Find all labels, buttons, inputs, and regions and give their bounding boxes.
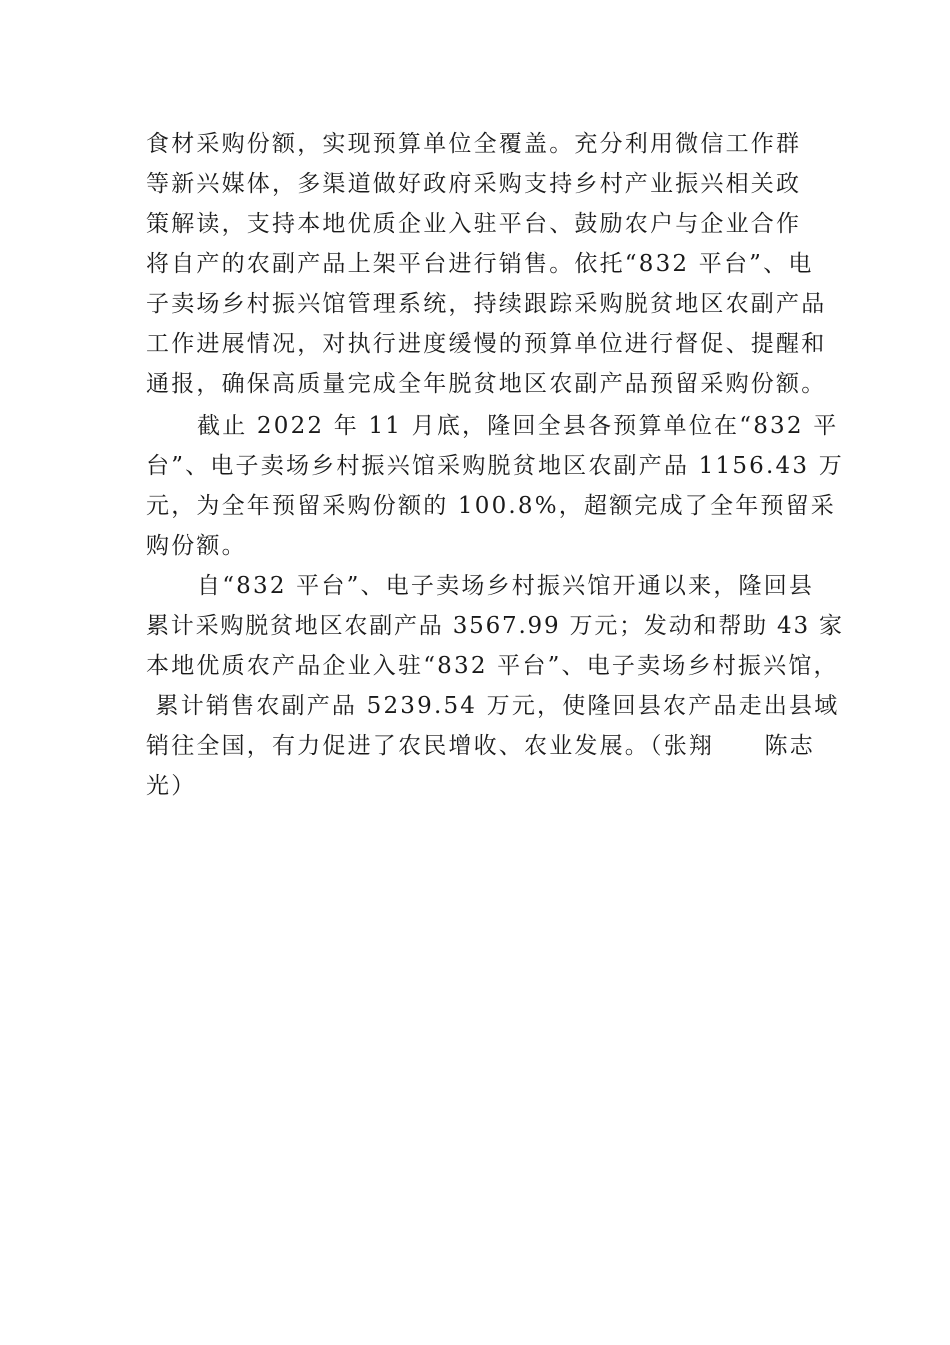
paragraph-2-line-2: 台”、电子卖场乡村振兴馆采购脱贫地区农副产品 1156.43 万 (146, 453, 844, 479)
paragraph-3-line-1: 自“832 平台”、电子卖场乡村振兴馆开通以来，隆回县 (197, 573, 815, 599)
paragraph-2-line-4: 购份额。 (146, 533, 247, 559)
paragraph-1-line-1: 食材采购份额，实现预算单位全覆盖。充分利用微信工作群 (146, 131, 802, 157)
paragraph-1-line-2: 等新兴媒体，多渠道做好政府采购支持乡村产业振兴相关政 (146, 171, 802, 197)
paragraph-1-line-3: 策解读，支持本地优质企业入驻平台、鼓励农户与企业合作 (146, 211, 802, 237)
paragraph-1-line-5: 子卖场乡村振兴馆管理系统，持续跟踪采购脱贫地区农副产品 (146, 291, 827, 317)
paragraph-1-line-7: 通报，确保高质量完成全年脱贫地区农副产品预留采购份额。 (146, 371, 827, 397)
paragraph-2-line-3: 元，为全年预留采购份额的 100.8%，超额完成了全年预留采 (146, 493, 837, 519)
paragraph-3-line-6: 光） (146, 773, 197, 799)
paragraph-3-line-4: 累计销售农副产品 5239.54 万元，使隆回县农产品走出县域 (146, 693, 840, 719)
paragraph-3-line-5: 销往全国，有力促进了农民增收、农业发展。（张翔 陈志 (146, 733, 815, 759)
paragraph-3-line-3: 本地优质农产品企业入驻“832 平台”、电子卖场乡村振兴馆， (146, 653, 839, 679)
paragraph-2-line-1: 截止 2022 年 11 月底，隆回全县各预算单位在“832 平 (197, 413, 839, 439)
paragraph-3-line-2: 累计采购脱贫地区农副产品 3567.99 万元；发动和帮助 43 家 (146, 613, 844, 639)
paragraph-1-line-4: 将自产的农副产品上架平台进行销售。依托“832 平台”、电 (146, 251, 814, 277)
paragraph-1-line-6: 工作进展情况，对执行进度缓慢的预算单位进行督促、提醒和 (146, 331, 827, 357)
